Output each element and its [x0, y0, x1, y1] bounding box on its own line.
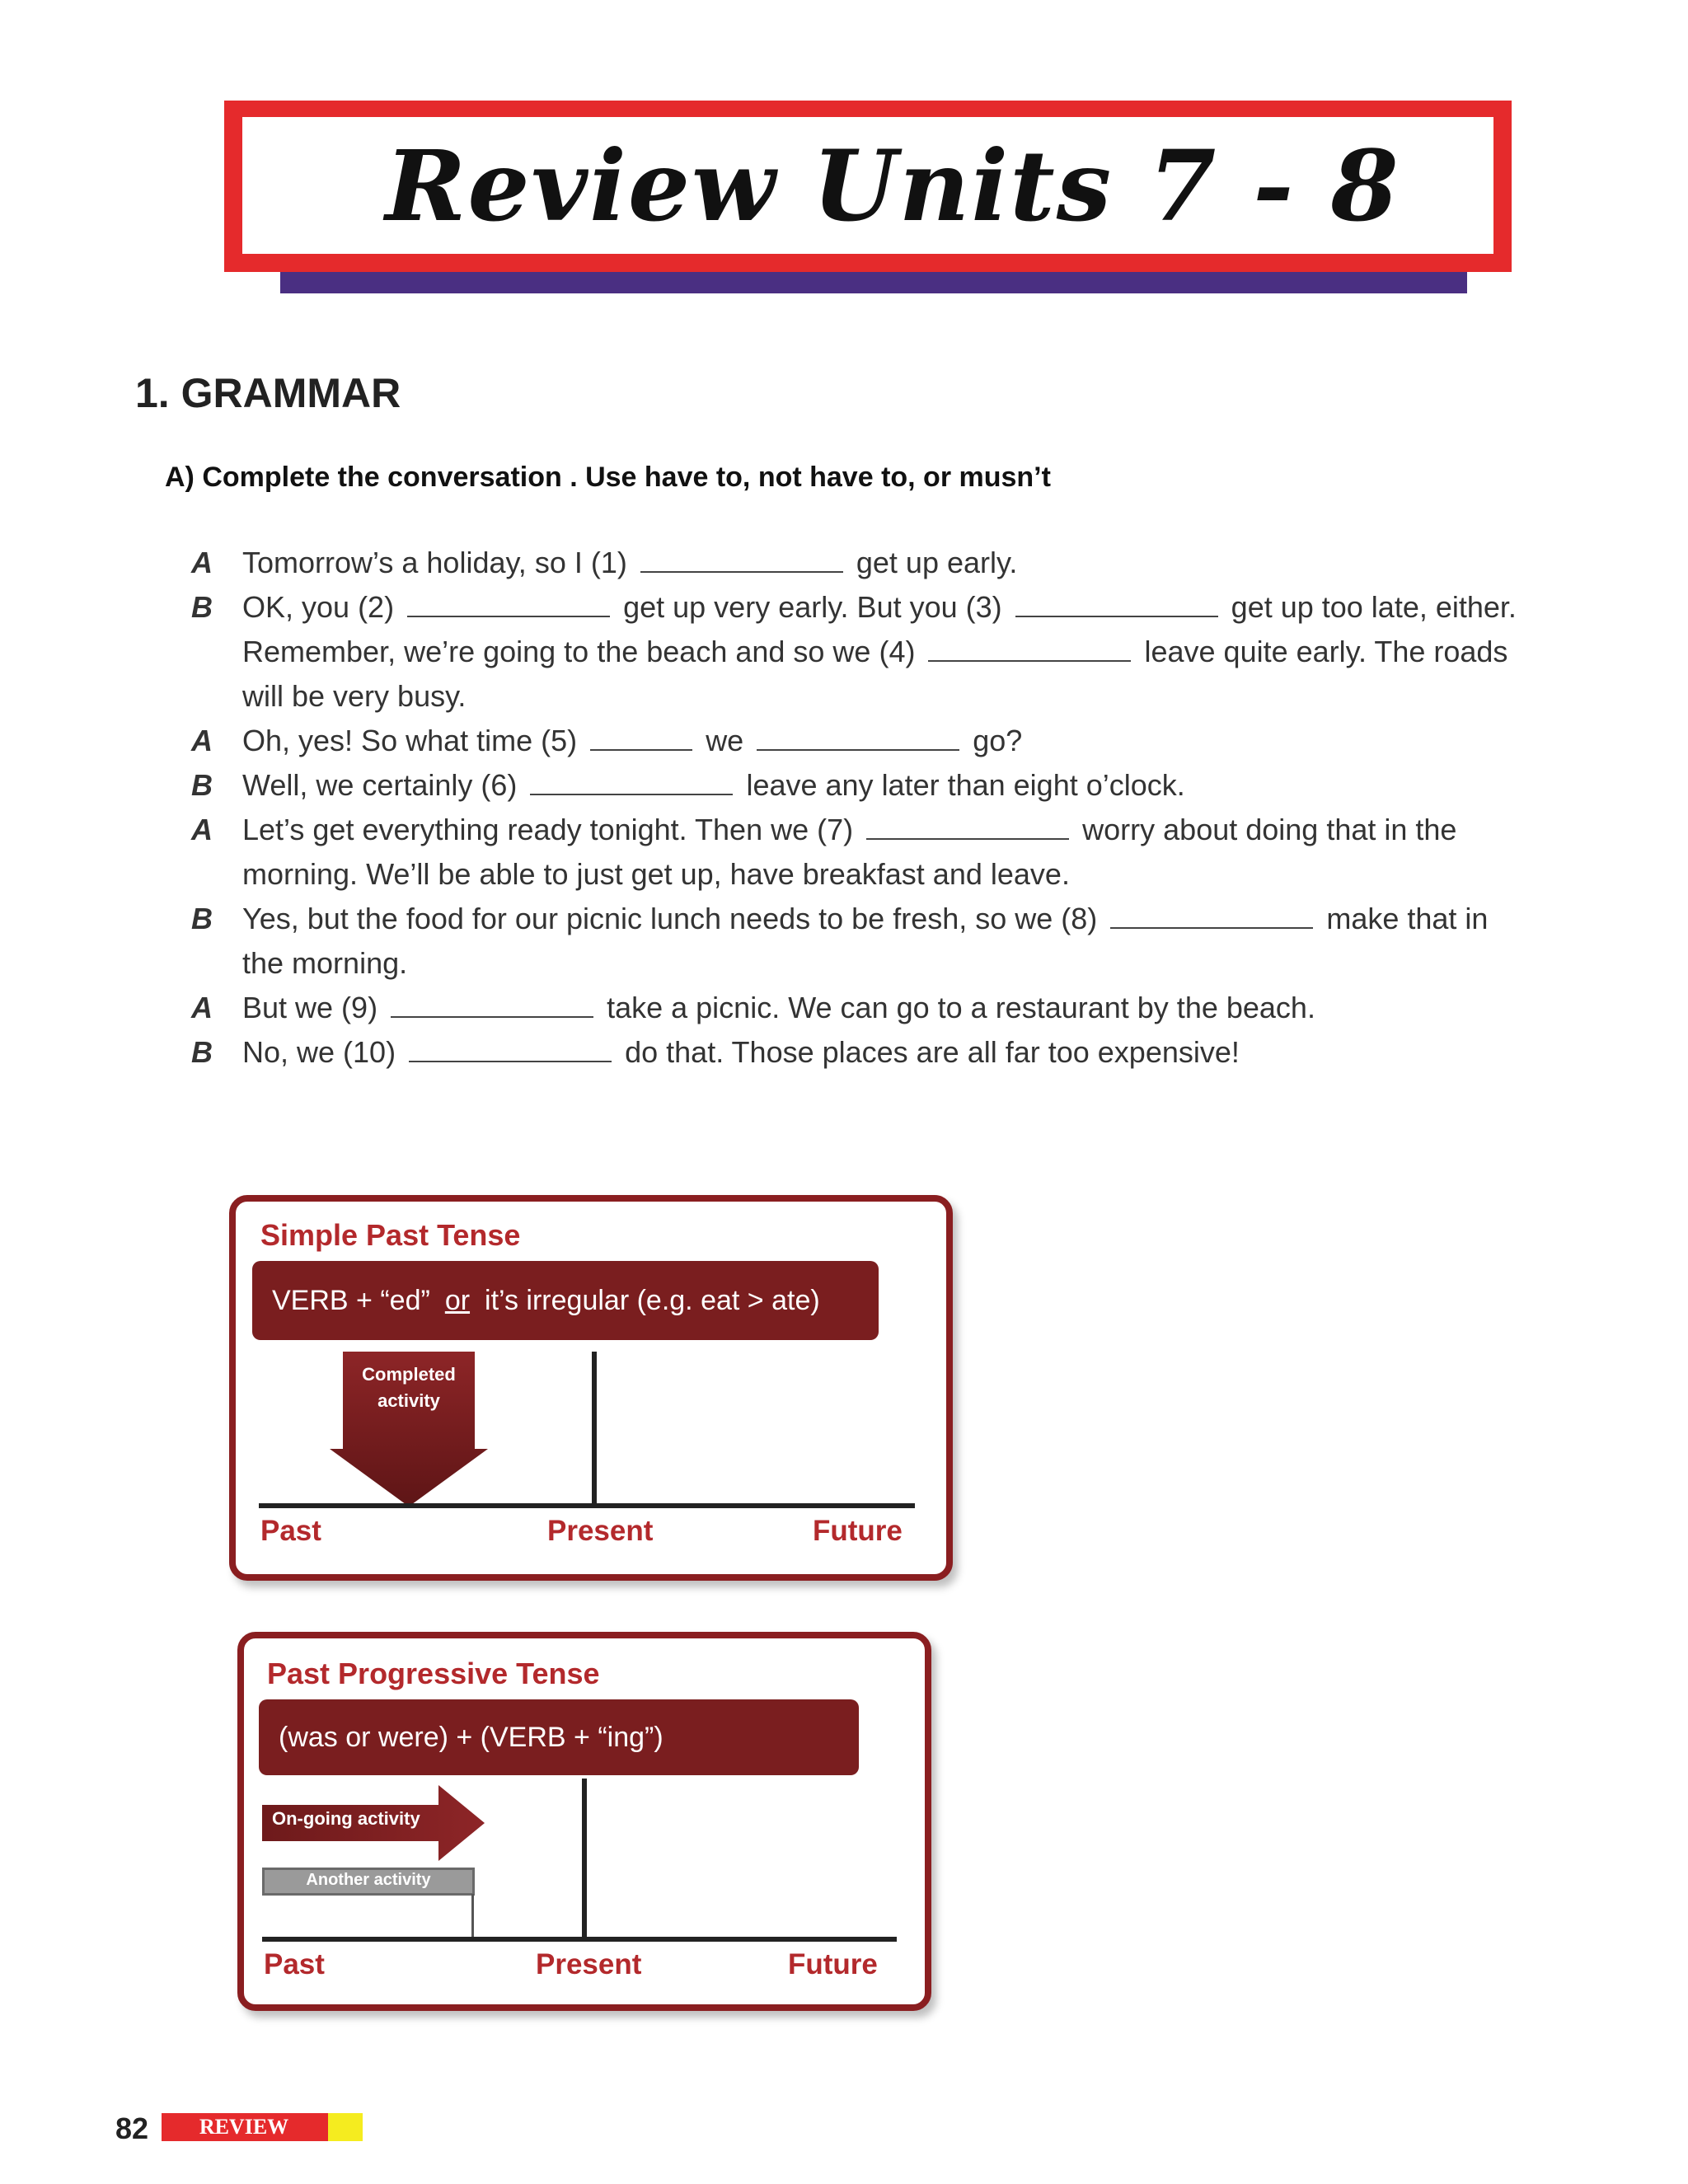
conversation-line — [188, 763, 1523, 808]
conversation-line — [188, 808, 1523, 852]
past-progressive-formula — [259, 1699, 859, 1775]
timeline-present-label: Present — [547, 1515, 654, 1547]
conversation-line — [188, 541, 1523, 585]
conversation-line — [188, 986, 1523, 1030]
formula-part: it’s irregular (e.g. eat > ate) — [485, 1284, 820, 1316]
another-activity-drop — [471, 1894, 474, 1940]
timeline-past-label: Past — [264, 1948, 325, 1980]
speaker-label: B — [191, 768, 213, 802]
line-text: Let’s get everything ready tonight. Then we (7) — [242, 813, 854, 846]
line-text: Well, we certainly (6) — [242, 768, 518, 802]
line-text: morning. We’ll be able to just get up, have breakfast and leave. — [242, 857, 1070, 891]
footer-label: REVIEW — [199, 2115, 289, 2139]
speaker-label: A — [191, 991, 213, 1024]
arrow-label-line: Completed — [362, 1364, 456, 1385]
line-text: the morning. — [242, 946, 408, 980]
answer-blank-1[interactable] — [640, 543, 843, 573]
line-text: we — [706, 724, 744, 757]
answer-blank-6[interactable] — [530, 766, 733, 795]
line-text: Remember, we’re going to the beach and so we (4) — [242, 635, 916, 668]
simple-past-title: Simple Past Tense — [260, 1218, 521, 1252]
speaker-label: A — [191, 546, 213, 579]
line-text: Tomorrow’s a holiday, so I (1) — [242, 546, 627, 579]
another-activity-label: Another activity — [306, 1871, 431, 1889]
line-text: leave quite early. The roads — [1144, 635, 1508, 668]
speaker-label: B — [191, 590, 213, 624]
answer-blank-7[interactable] — [866, 810, 1069, 840]
formula-part: (was or were) + (VERB + “ing”) — [279, 1721, 663, 1753]
answer-blank-5b[interactable] — [757, 721, 959, 751]
line-text: get up too late, either. — [1231, 590, 1517, 624]
conversation-line — [188, 719, 1523, 763]
line-text: will be very busy. — [242, 679, 467, 713]
conversation-line — [188, 674, 1523, 719]
present-marker — [582, 1779, 587, 1940]
answer-blank-9[interactable] — [391, 988, 593, 1018]
timeline-present-label: Present — [536, 1948, 642, 1980]
line-text: Oh, yes! So what time (5) — [242, 724, 578, 757]
simple-past-diagram — [229, 1195, 953, 1581]
line-text: But we (9) — [242, 991, 378, 1024]
line-text: get up very early. But you (3) — [623, 590, 1002, 624]
line-text: get up early. — [856, 546, 1018, 579]
timeline-axis — [262, 1937, 897, 1942]
page-number: 82 — [115, 2111, 149, 2145]
title-banner — [224, 101, 1512, 272]
line-text: OK, you (2) — [242, 590, 395, 624]
past-progressive-title: Past Progressive Tense — [267, 1657, 600, 1690]
line-text: leave any later than eight o’clock. — [746, 768, 1185, 802]
conversation-line — [188, 852, 1523, 897]
page-title: Review Units 7 - 8 — [385, 128, 1400, 243]
completed-activity-label — [343, 1361, 475, 1414]
title-banner-inner — [242, 117, 1493, 254]
answer-blank-10[interactable] — [409, 1033, 612, 1062]
answer-blank-8[interactable] — [1110, 899, 1313, 929]
present-marker — [592, 1352, 597, 1508]
line-text: go? — [973, 724, 1023, 757]
answer-blank-5a[interactable] — [590, 721, 692, 751]
conversation-line — [188, 941, 1523, 986]
conversation-line — [188, 897, 1523, 941]
answer-blank-4[interactable] — [928, 632, 1131, 662]
speaker-label: A — [191, 813, 213, 846]
line-text: take a picnic. We can go to a restaurant by the beach. — [607, 991, 1315, 1024]
section-title: 1. GRAMMAR — [135, 370, 401, 416]
timeline-future-label: Future — [788, 1948, 878, 1980]
speaker-label: A — [191, 724, 213, 757]
conversation-line — [188, 585, 1523, 630]
line-text: worry about doing that in the — [1082, 813, 1457, 846]
speaker-label: B — [191, 1035, 213, 1069]
line-text: Yes, but the food for our picnic lunch needs to be fresh, so we (8) — [242, 902, 1098, 935]
arrow-label-line: activity — [377, 1390, 440, 1411]
line-text: No, we (10) — [242, 1035, 396, 1069]
formula-part: VERB + “ed” — [272, 1284, 430, 1316]
timeline-axis — [259, 1503, 915, 1508]
past-progressive-diagram — [237, 1632, 931, 2011]
line-text: make that in — [1326, 902, 1489, 935]
exercise-instruction: A) Complete the conversation . Use have to, not have to, or musn’t — [165, 462, 1051, 493]
conversation — [188, 541, 1523, 1075]
timeline-future-label: Future — [813, 1515, 903, 1547]
footer-yellow-block — [328, 2113, 363, 2141]
line-text: do that. Those places are all far too expensive! — [625, 1035, 1240, 1069]
speaker-label: B — [191, 902, 213, 935]
answer-blank-3[interactable] — [1015, 588, 1218, 617]
ongoing-activity-label: On-going activity — [272, 1808, 420, 1829]
conversation-line — [188, 630, 1523, 674]
answer-blank-2[interactable] — [407, 588, 610, 617]
conversation-line — [188, 1030, 1523, 1075]
simple-past-formula — [252, 1261, 879, 1340]
formula-or: or — [444, 1284, 471, 1316]
timeline-past-label: Past — [260, 1515, 321, 1547]
